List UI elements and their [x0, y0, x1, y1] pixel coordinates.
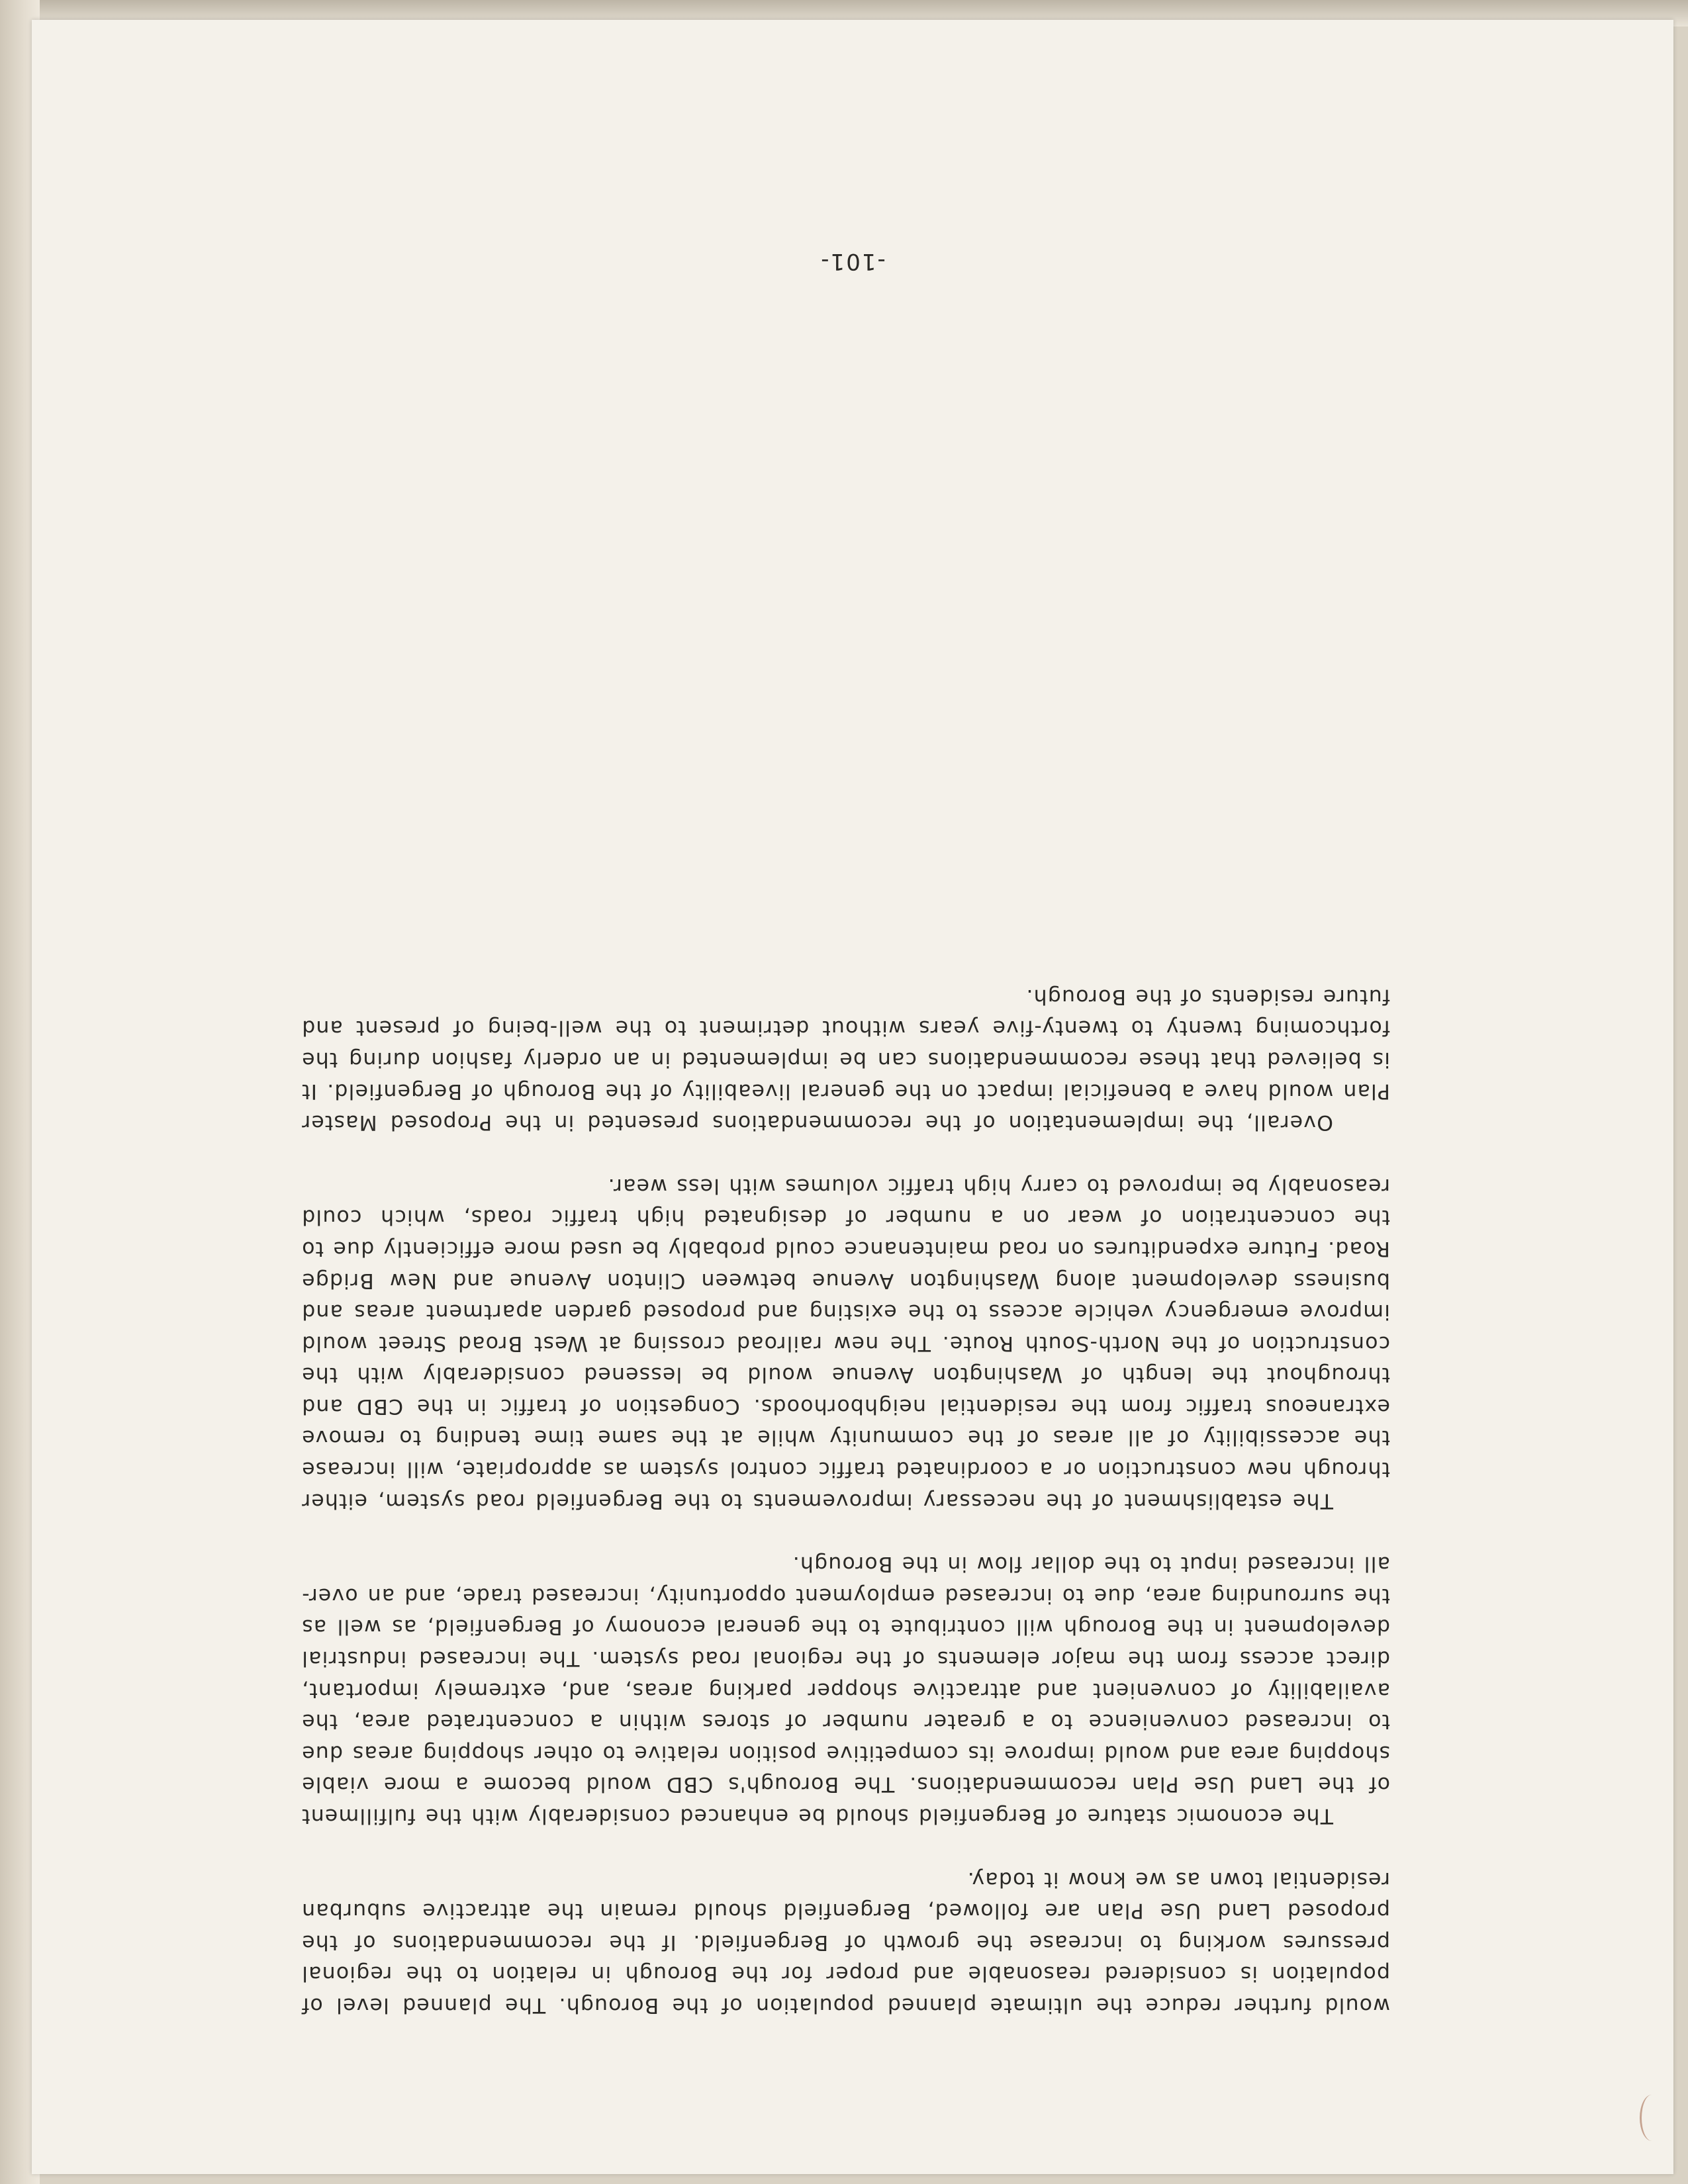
document-page [32, 20, 1673, 2174]
margin-pencil-mark [1640, 2095, 1664, 2141]
paragraph-population: would further reduce the ultimate planned population of the Borough. The planned level of population is considered reasonable and proper for the Borough in relation to the regional pressures working to increase the growth of Bergenfield. If the recommendations of the proposed Land Use Plan are followed, Bergenfield should remain the attractive suburban residential town as we know it today. [301, 1867, 1390, 2017]
page-number: -101- [820, 248, 886, 275]
body-text [301, 948, 1390, 2021]
paragraph-overall: Overall, the implementation of the recommendations presented in the Proposed Master Plan would have a beneficial impact on the general liveability of the Borough of Bergenfield. It is believed that these recommendations can be implemented in an orderly fashion during the forthcoming twenty to twenty-five years without detriment to the well-being of present and future residents of the Borough. [301, 984, 1390, 1135]
rotated-page-content [32, 20, 1673, 2174]
paragraph-road-system: The establishment of the necessary improvements to the Bergenfield road system, either through new construction or a coordinated traffic control system as appropriate, will increase the accessibility of all areas of the community while at the same time tending to remove extraneous traffic from the residential neighborhoods. Congestion of traffic in the CBD and throughout the length of Washington Avenue would be lessened considerably with the construction of the North-South Route. The new railroad crossing at West Broad Street would improve emergency vehicle access to the existing and proposed garden apartment areas and business development along Washington Avenue between Clinton Avenue and New Bridge Road. Future expenditures on road maintenance could probably be used more efficiently due to the concentration of wear on a number of designated high traffic roads, which could reasonably be improved to carry high traffic volumes with less wear. [301, 1173, 1390, 1513]
paragraph-economic-stature: The economic stature of Bergenfield should be enhanced considerably with the fulfillment of the Land Use Plan recommendations. The Borough's CBD would become a more viable shopping area and would improve its competitive position relative to other shopping areas due to increased convenience to a greater number of stores within a concentrated area, the availability of convenient and attractive shopper parking areas, and, extremely important, direct access from the major elements of the regional road system. The increased industrial development in the Borough will contribute to the general economy of Bergenfield, as well as the surrounding area, due to increased employment opportunity, increased trade, and an over-all increased input to the dollar flow in the Borough. [301, 1552, 1390, 1829]
